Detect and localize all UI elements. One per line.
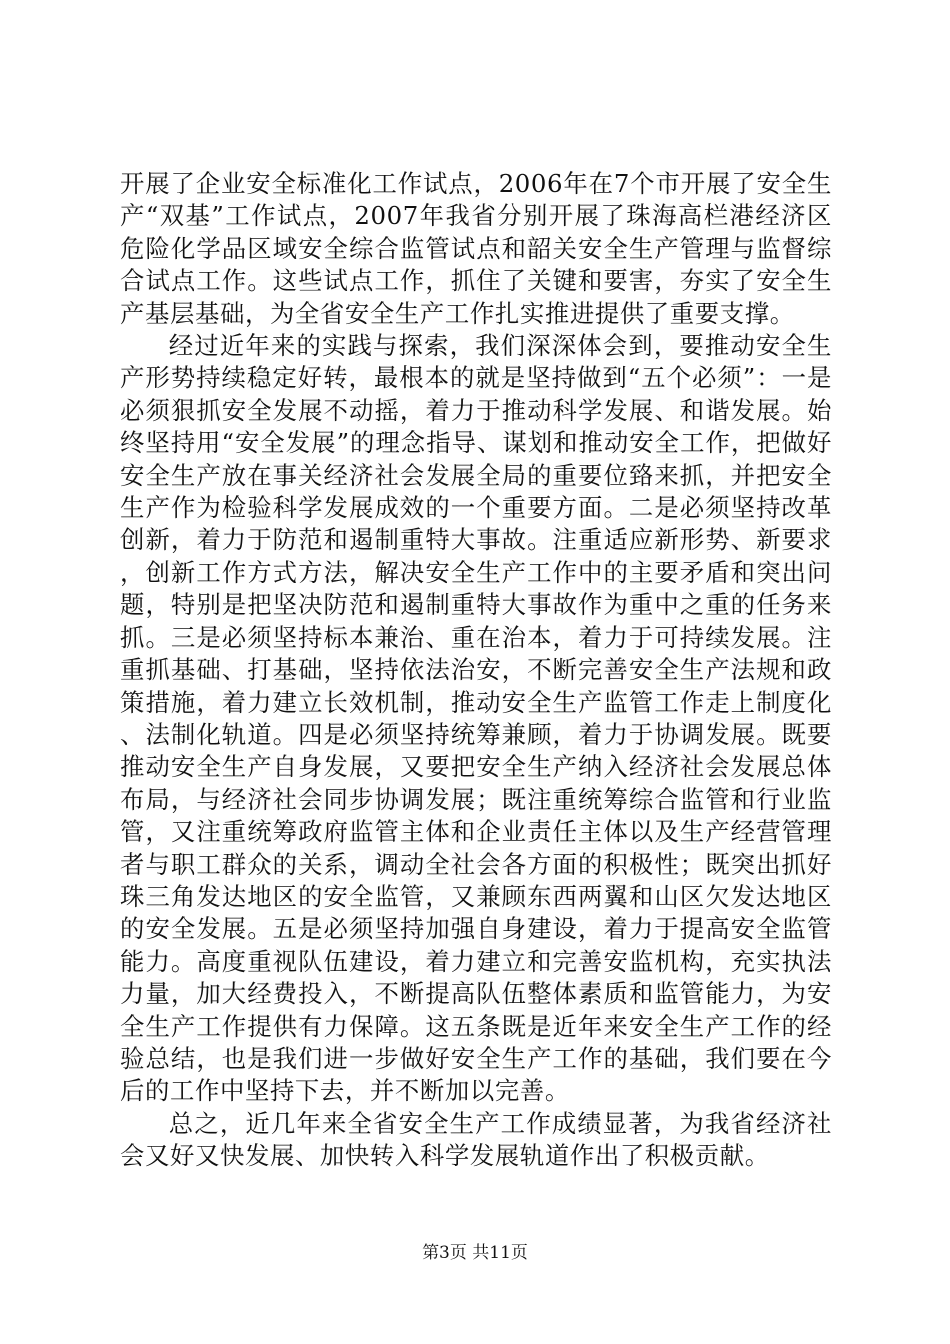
paragraph-3: 总之，近几年来全省安全生产工作成绩显著，为我省经济社会又好又快发展、加快转入科学发展轨道作出了积极贡献。 [120, 1108, 832, 1171]
document-body [120, 168, 832, 1173]
paragraph-2: 经过近年来的实践与探索，我们深深体会到，要推动安全生产形势持续稳定好转，最根本的就是坚持做到“五个必须”：一是必须狠抓安全发展不动摇，着力于推动科学发展、和谐发展。始终坚持用“安全发展”的理念指导、谋划和推动安全工作，把做好安全生产放在事关经济社会发展全局的重要位臵来抓，并把安全生产作为检验科学发展成效的一个重要方面。二是必须坚持改革创新，着力于防范和遏制重特大事故。注重适应新形势、新要求，创新工作方式方法，解决安全生产工作中的主要矛盾和突出问题，特别是把坚决防范和遏制重特大事故作为重中之重的任务来抓。三是必须坚持标本兼治、重在治本，着力于可持续发展。注重抓基础、打基础，坚持依法治安，不断完善安全生产法规和政策措施，着力建立长效机制，推动安全生产监管工作走上制度化、法制化轨道。四是必须坚持统筹兼顾，着力于协调发展。既要推动安全生产自身发展，又要把安全生产纳入经济社会发展总体布局，与经济社会同步协调发展；既注重统筹综合监管和行业监管，又注重统筹政府监管主体和企业责任主体以及生产经营管理者与职工群众的关系，调动全社会各方面的积极性；既突出抓好珠三角发达地区的安全监管，又兼顾东西两翼和山区欠发达地区的安全发展。五是必须坚持加强自身建设，着力于提高安全监管能力。高度重视队伍建设，着力建立和完善安监机构，充实执法力量，加大经费投入，不断提高队伍整体素质和监管能力，为安全生产工作提供有力保障。这五条既是近年来安全生产工作的经验总结，也是我们进一步做好安全生产工作的基础，我们要在今后的工作中坚持下去，并不断加以完善。 [120, 331, 832, 1106]
page-number-footer: 第3页 共11页 [422, 1243, 528, 1263]
paragraph-1: 开展了企业安全标准化工作试点，2006年在7个市开展了安全生产“双基”工作试点，2007年我省分别开展了珠海高栏港经济区危险化学品区域安全综合监管试点和韶关安全生产管理与监督综合试点工作。这些试点工作，抓住了关键和要害，夯实了安全生产基层基础，为全省安全生产工作扎实推进提供了重要支撑。 [120, 169, 832, 328]
